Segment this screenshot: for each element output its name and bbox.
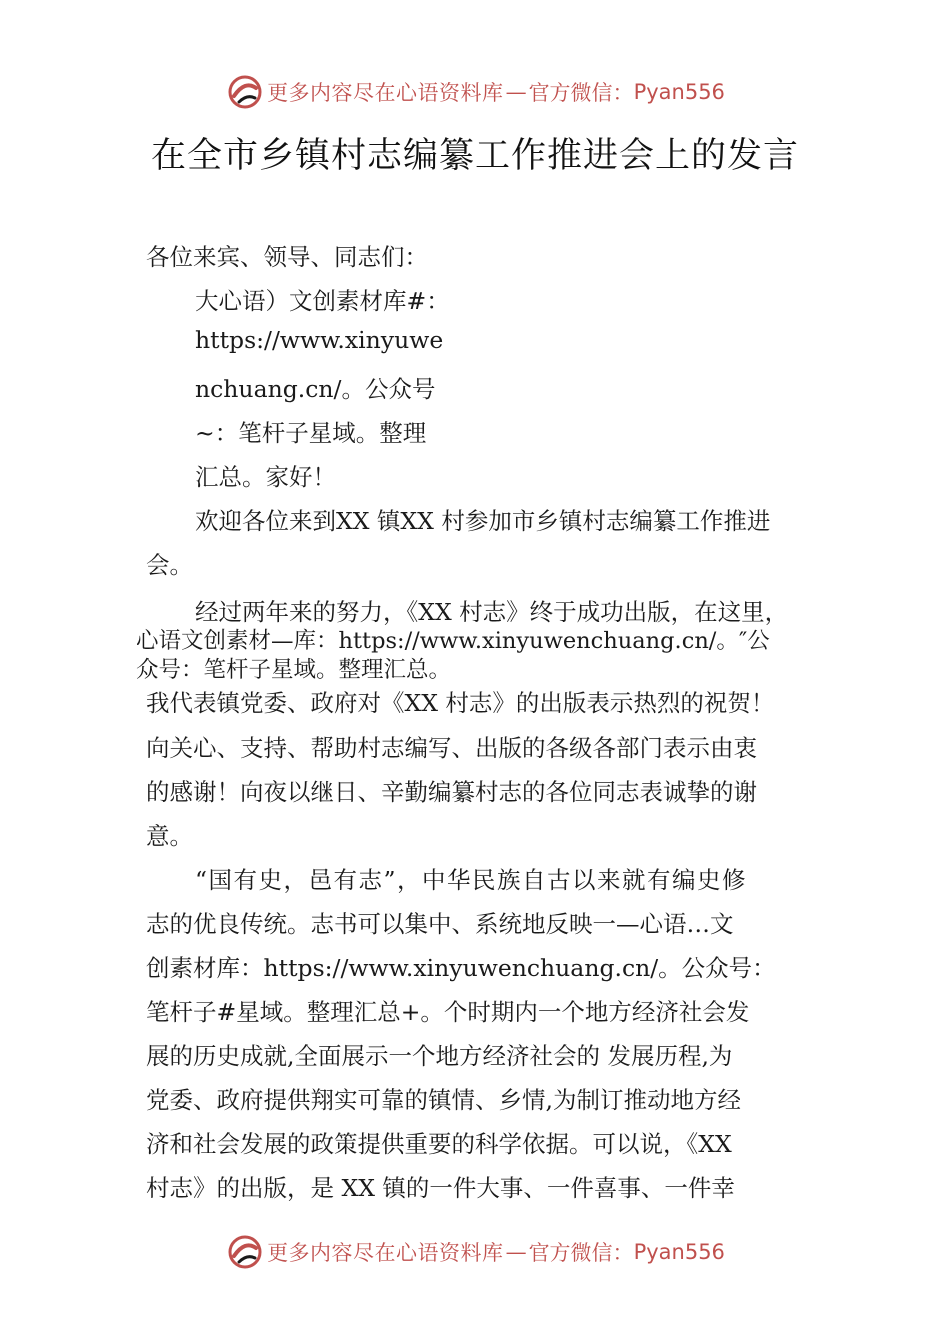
body-line: nchuang.cn/。公众号 <box>195 375 436 403</box>
body-line: 济和社会发展的政策提供重要的科学依据。可以说，《XX <box>146 1130 732 1158</box>
body-line: 向关心、支持、帮助村志编写、出版的各级各部门表示由衷 <box>146 734 757 762</box>
watermark-logo-icon <box>225 1232 265 1272</box>
body-line: 党委、政府提供翔实可靠的镇情、乡情,为制订推动地方经 <box>146 1086 741 1114</box>
watermark-banner-bottom <box>0 1232 950 1272</box>
body-line: “国有史，邑有志”，中华民族自古以来就有编史修 <box>195 866 748 894</box>
watermark-text: 更多内容尽在心语资料库 <box>267 81 504 105</box>
watermark-logo-icon <box>225 72 265 112</box>
body-line: 我代表镇党委、政府对《XX 村志》的出版表示热烈的祝贺！ <box>146 689 775 717</box>
body-line: ~：笔杆子星域。整理 <box>195 419 427 447</box>
body-line: 志的优良传统。志书可以集中、系统地反映一—心语…文 <box>146 910 734 938</box>
body-line: 经过两年来的努力，《XX 村志》终于成功出版，在这里， <box>195 598 789 626</box>
watermark-account: Pyan556 <box>633 1240 725 1264</box>
body-line: 笔杆子#星域。整理汇总+。个时期内一个地方经济社会发 <box>146 998 750 1026</box>
body-line: 村志》的出版，是 XX 镇的一件大事、一件喜事、一件幸 <box>146 1174 735 1202</box>
body-line: 的感谢！向夜以继日、辛勤编纂村志的各位同志表诚挚的谢 <box>146 778 757 806</box>
body-line: 会。 <box>146 551 193 579</box>
watermark-dash: — <box>505 80 527 104</box>
watermark-dash: — <box>505 1240 527 1264</box>
watermark-banner-top <box>0 72 950 112</box>
watermark-text: 更多内容尽在心语资料库 <box>267 1241 504 1265</box>
salutation-line: 各位来宾、领导、同志们： <box>146 243 428 271</box>
watermark-official-label: 官方微信： <box>528 1241 634 1265</box>
body-line: 大心语）文创素材库#： <box>195 287 450 315</box>
body-line: 心语文创素材—库：https://www.xinyuwenchuang.cn/。″公 <box>136 628 770 654</box>
body-line: 展的历史成就,全面展示一个地方经济社会的 发展历程,为 <box>146 1042 733 1070</box>
watermark-official-label: 官方微信： <box>528 81 634 105</box>
body-line: 众号：笔杆子星域。整理汇总。 <box>136 657 452 683</box>
body-line: 创素材库：https://www.xinyuwenchuang.cn/。公众号： <box>146 954 776 982</box>
watermark-account: Pyan556 <box>633 80 725 104</box>
body-line: 欢迎各位来到XX 镇XX 村参加市乡镇村志编纂工作推进 <box>195 507 771 535</box>
document-title: 在全市乡镇村志编纂工作推进会上的发言 <box>150 136 799 176</box>
body-line: https://www.xinyuwe <box>195 326 444 354</box>
body-line: 汇总。家好！ <box>195 463 336 491</box>
body-line: 意。 <box>146 822 193 850</box>
